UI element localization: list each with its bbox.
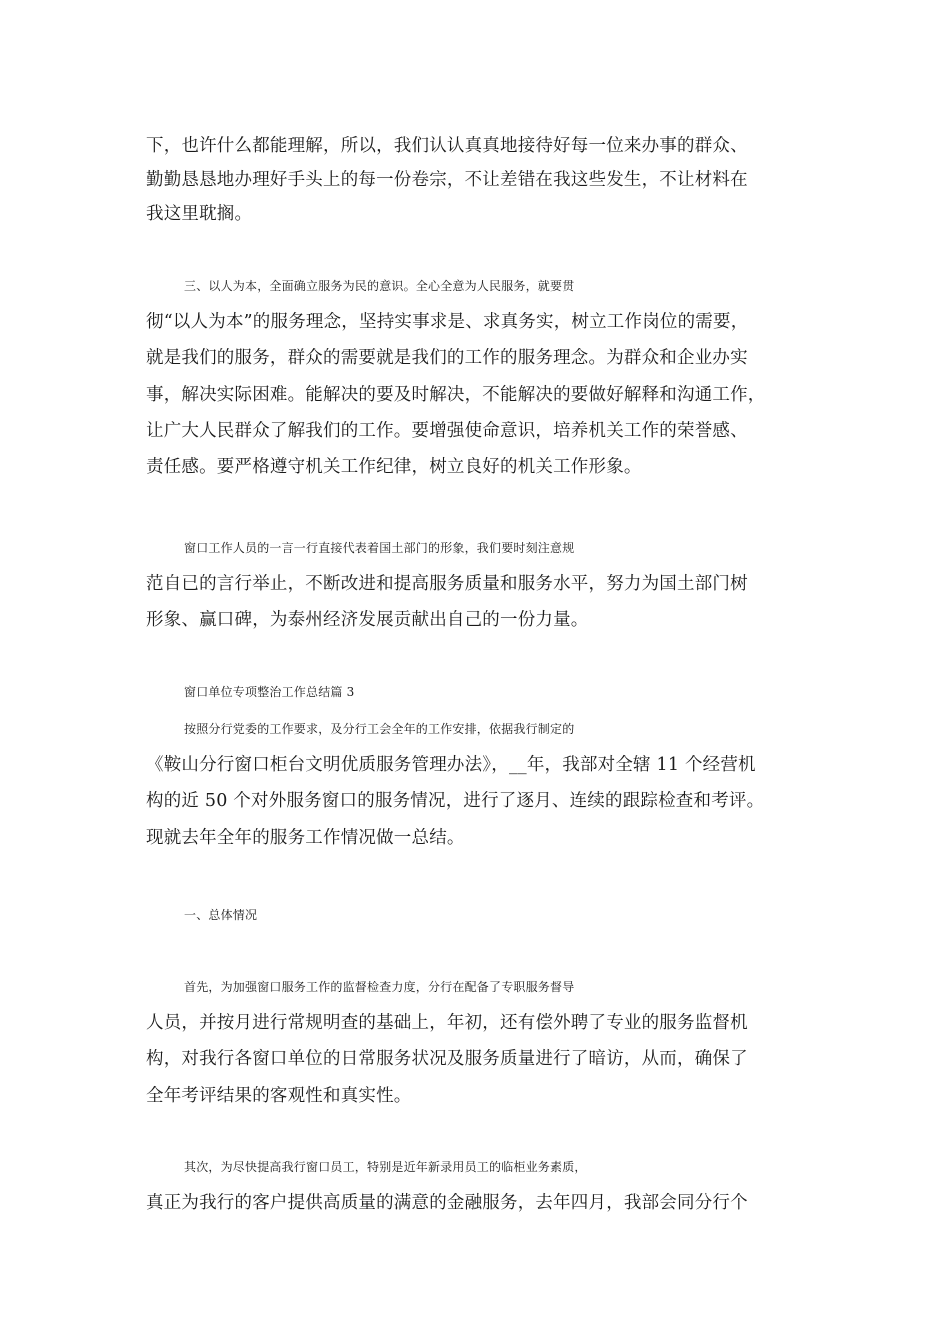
paragraph-5-line-3: 构，对我行各窗口单位的日常服务状况及服务质量进行了暗访，从而，确保了: [146, 1049, 748, 1069]
paragraph-4-line-2: 《鞍山分行窗口柜台文明优质服务管理办法》，__年，我部对全辖 11 个经营机: [146, 755, 756, 775]
paragraph-6-line-2: 真正为我行的客户提供高质量的满意的金融服务，去年四月，我部会同分行个: [146, 1193, 748, 1213]
paragraph-5-line-1: 首先，为加强窗口服务工作的监督检查力度，分行在配备了专职服务督导: [184, 980, 575, 994]
paragraph-2-line-3: 就是我们的服务，群众的需要就是我们的工作的服务理念。为群众和企业办实: [146, 348, 748, 368]
paragraph-4-line-1: 按照分行党委的工作要求，及分行工会全年的工作安排，依据我行制定的: [184, 722, 575, 736]
paragraph-2-line-2: 彻“以人为本”的服务理念，坚持实事求是、求真务实，树立工作岗位的需要，: [146, 312, 749, 332]
paragraph-3-line-1: 窗口工作人员的一言一行直接代表着国土部门的形象，我们要时刻注意规: [184, 541, 575, 555]
paragraph-2-line-5: 让广大人民群众了解我们的工作。要增强使命意识，培养机关工作的荣誉感、: [146, 421, 748, 441]
paragraph-6-line-1: 其次，为尽快提高我行窗口员工，特别是近年新录用员工的临柜业务素质，: [184, 1160, 587, 1174]
paragraph-1-line-2: 勤勤恳恳地办理好手头上的每一份卷宗，不让差错在我这些发生，不让材料在: [146, 170, 748, 190]
paragraph-3-line-3: 形象、赢口碑，为泰州经济发展贡献出自己的一份力量。: [146, 610, 589, 630]
paragraph-3-line-2: 范自已的言行举止，不断改进和提高服务质量和服务水平，努力为国土部门树: [146, 574, 748, 594]
paragraph-1-line-1: 下，也许什么都能理解，所以，我们认认真真地接待好每一位来办事的群众、: [146, 136, 748, 156]
paragraph-2-line-6: 责任感。要严格遵守机关工作纪律，树立良好的机关工作形象。: [146, 457, 642, 477]
paragraph-1-line-3: 我这里耽搁。: [146, 204, 253, 224]
paragraph-2-line-1: 三、以人为本，全面确立服务为民的意识。全心全意为人民服务，就要贯: [184, 279, 575, 293]
paragraph-5-line-4: 全年考评结果的客观性和真实性。: [146, 1086, 412, 1106]
subheading-overview: 一、总体情况: [184, 908, 258, 922]
paragraph-2-line-4: 事，解决实际困难。能解决的要及时解决，不能解决的要做好解释和沟通工作，: [146, 385, 766, 405]
paragraph-4-line-3: 构的近 50 个对外服务窗口的服务情况，进行了逐月、连续的跟踪检查和考评。: [146, 791, 765, 811]
paragraph-5-line-2: 人员，并按月进行常规明查的基础上，年初，还有偿外聘了专业的服务监督机: [146, 1013, 748, 1033]
paragraph-4-line-4: 现就去年全年的服务工作情况做一总结。: [146, 828, 465, 848]
section-heading: 窗口单位专项整治工作总结篇 3: [184, 685, 355, 699]
